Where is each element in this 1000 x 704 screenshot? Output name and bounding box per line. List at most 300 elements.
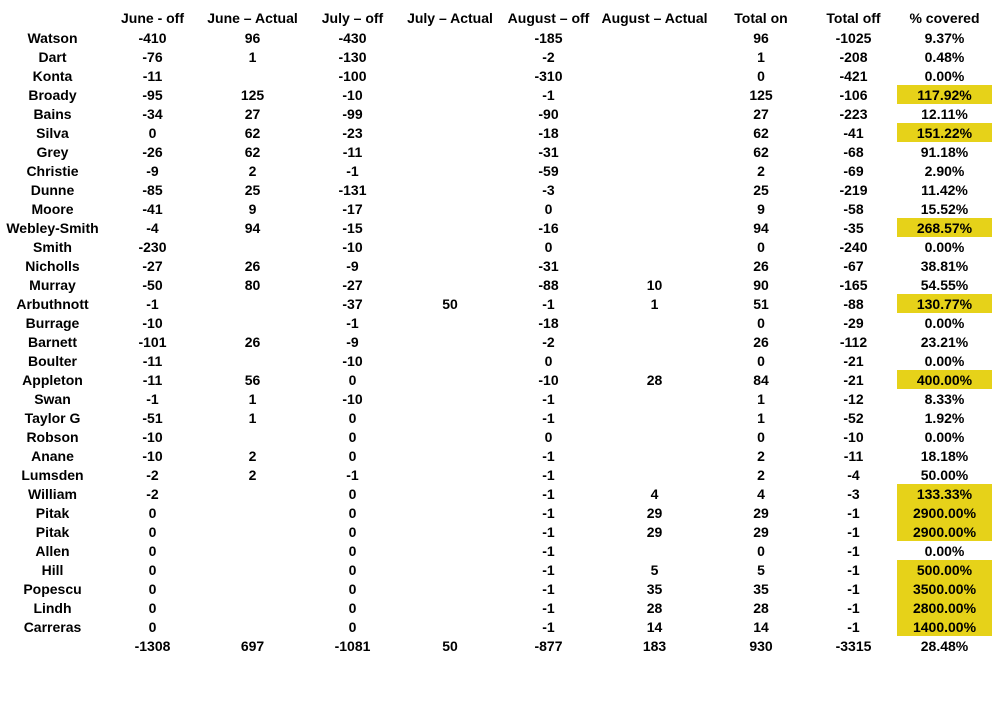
row-name-cell[interactable]: Moore [31, 200, 74, 217]
cell-june-actual[interactable]: 125 [240, 86, 265, 103]
cell-june-actual[interactable] [200, 484, 305, 503]
cell-covered[interactable]: 151.22% [897, 123, 992, 142]
cell-covered[interactable]: 8.33% [924, 390, 965, 407]
cell-june-actual[interactable] [200, 427, 305, 446]
cell-total-on[interactable]: 84 [753, 371, 769, 388]
cell-august-off[interactable]: -2 [542, 333, 555, 350]
cell-august-off[interactable]: -2 [542, 48, 555, 65]
cell-total-off[interactable]: -41 [843, 124, 864, 141]
row-name-cell[interactable]: Webley-Smith [6, 219, 99, 236]
cell-total-on[interactable]: 14 [753, 618, 769, 635]
cell-june-off[interactable]: 0 [148, 542, 157, 559]
cell-covered[interactable]: 12.11% [921, 105, 968, 122]
column-header-total-on[interactable]: Total on [734, 9, 788, 26]
cell-july-off[interactable]: -23 [342, 124, 363, 141]
column-header-covered[interactable]: % covered [909, 9, 980, 26]
cell-covered[interactable]: 2800.00% [897, 598, 992, 617]
cell-august-off[interactable]: 0 [544, 200, 553, 217]
cell-june-actual[interactable]: 27 [244, 105, 261, 122]
row-name-cell[interactable]: Anane [31, 447, 74, 464]
cell-june-off[interactable]: -41 [142, 200, 163, 217]
cell-august-actual[interactable]: 14 [646, 618, 663, 635]
cell-august-off[interactable]: -10 [538, 371, 559, 388]
cell-total-off[interactable]: -35 [843, 219, 864, 236]
cell-total-off[interactable]: -21 [843, 352, 864, 369]
column-header-total-off[interactable]: Total off [826, 9, 881, 26]
cell-july-off[interactable]: 0 [348, 371, 357, 388]
cell-june-actual[interactable] [200, 598, 305, 617]
cell-august-actual[interactable] [597, 313, 712, 332]
row-name-cell[interactable]: Lumsden [21, 466, 84, 483]
cell-covered[interactable]: 2900.00% [897, 503, 992, 522]
cell-total-on[interactable]: 2 [757, 466, 765, 483]
cell-covered[interactable]: 1400.00% [897, 617, 992, 636]
cell-august-off[interactable]: -3 [542, 181, 555, 198]
cell-july-off[interactable]: -131 [338, 181, 367, 198]
cell-total-on[interactable]: 1 [757, 48, 765, 65]
cell-total-on[interactable]: 90 [753, 276, 769, 293]
cell-june-off[interactable]: -27 [142, 257, 163, 274]
cell-june-off[interactable]: -1308 [134, 637, 171, 654]
cell-covered[interactable]: 0.00% [924, 352, 965, 369]
cell-july-actual[interactable] [400, 522, 500, 541]
cell-june-off[interactable]: -1 [146, 390, 159, 407]
cell-july-off[interactable]: -1081 [334, 637, 371, 654]
column-header-july-actual[interactable]: July – Actual [407, 9, 493, 26]
row-name-cell[interactable]: Popescu [23, 580, 82, 597]
cell-total-off[interactable]: -52 [843, 409, 864, 426]
cell-covered[interactable]: 3500.00% [897, 579, 992, 598]
cell-covered[interactable]: 0.00% [924, 314, 965, 331]
column-header-june-off[interactable]: June - off [121, 9, 184, 26]
cell-august-off[interactable]: -31 [538, 143, 559, 160]
cell-july-off[interactable]: -1 [346, 466, 359, 483]
cell-june-actual[interactable]: 62 [244, 143, 261, 160]
cell-july-actual[interactable] [400, 218, 500, 237]
cell-total-off[interactable]: -1 [847, 523, 860, 540]
cell-august-actual[interactable] [597, 66, 712, 85]
cell-july-actual[interactable] [400, 313, 500, 332]
cell-august-actual[interactable] [597, 104, 712, 123]
cell-august-actual[interactable]: 4 [650, 485, 659, 502]
cell-total-off[interactable]: -67 [843, 257, 864, 274]
cell-july-off[interactable]: -17 [342, 200, 363, 217]
cell-june-off[interactable]: -76 [142, 48, 163, 65]
cell-august-off[interactable]: -1 [542, 390, 555, 407]
cell-july-actual[interactable] [400, 275, 500, 294]
cell-august-off[interactable]: -1 [542, 561, 555, 578]
cell-june-off[interactable]: 0 [148, 618, 157, 635]
cell-july-off[interactable]: -430 [338, 29, 367, 46]
cell-july-actual[interactable] [400, 370, 500, 389]
cell-june-off[interactable]: -34 [142, 105, 163, 122]
cell-august-off[interactable]: 0 [544, 352, 553, 369]
cell-august-actual[interactable]: 28 [646, 599, 663, 616]
row-name-cell[interactable]: Hill [41, 561, 64, 578]
cell-june-actual[interactable] [200, 294, 305, 313]
cell-july-actual[interactable] [400, 161, 500, 180]
cell-covered[interactable]: 400.00% [897, 370, 992, 389]
cell-june-actual[interactable] [200, 541, 305, 560]
cell-june-actual[interactable]: 9 [248, 200, 257, 217]
cell-august-actual[interactable] [597, 161, 712, 180]
cell-total-off[interactable]: -58 [843, 200, 864, 217]
cell-july-actual[interactable] [400, 199, 500, 218]
cell-covered[interactable]: 268.57% [897, 218, 992, 237]
cell-total-on[interactable]: 0 [757, 428, 765, 445]
cell-june-actual[interactable] [200, 351, 305, 370]
cell-covered[interactable]: 23.21% [920, 333, 969, 350]
cell-total-on[interactable]: 0 [757, 238, 765, 255]
cell-august-off[interactable]: -1 [542, 466, 555, 483]
cell-august-actual[interactable] [597, 47, 712, 66]
cell-june-off[interactable]: 0 [148, 523, 157, 540]
cell-july-off[interactable]: -99 [342, 105, 363, 122]
cell-july-off[interactable]: -10 [342, 238, 363, 255]
cell-july-off[interactable]: -130 [338, 48, 367, 65]
cell-june-off[interactable]: -2 [146, 466, 159, 483]
cell-august-off[interactable]: 0 [544, 428, 553, 445]
cell-july-actual[interactable] [400, 104, 500, 123]
row-name-cell[interactable]: Burrage [25, 314, 80, 331]
cell-august-off[interactable]: -18 [538, 314, 559, 331]
cell-august-actual[interactable]: 29 [646, 523, 663, 540]
cell-june-off[interactable]: -85 [142, 181, 163, 198]
cell-july-actual[interactable] [400, 598, 500, 617]
cell-total-off[interactable]: -1 [847, 618, 860, 635]
cell-july-actual[interactable] [400, 47, 500, 66]
cell-total-on[interactable]: 62 [753, 143, 769, 160]
cell-august-off[interactable]: -88 [538, 276, 559, 293]
cell-august-actual[interactable]: 183 [642, 637, 667, 654]
cell-august-actual[interactable] [597, 332, 712, 351]
cell-june-actual[interactable] [200, 560, 305, 579]
row-name-cell[interactable]: Taylor G [24, 409, 81, 426]
cell-june-off[interactable]: -1 [146, 295, 159, 312]
cell-july-actual[interactable] [400, 180, 500, 199]
cell-june-actual[interactable]: 26 [244, 333, 261, 350]
cell-july-off[interactable]: -1 [346, 162, 359, 179]
cell-total-on[interactable]: 930 [749, 637, 773, 654]
cell-july-off[interactable]: 0 [348, 428, 357, 445]
cell-august-actual[interactable] [597, 199, 712, 218]
cell-june-off[interactable]: 0 [148, 561, 157, 578]
cell-july-actual[interactable]: 50 [442, 637, 458, 654]
cell-july-off[interactable]: -100 [338, 67, 367, 84]
cell-covered[interactable]: 130.77% [897, 294, 992, 313]
cell-august-off[interactable]: -18 [538, 124, 559, 141]
cell-june-actual[interactable]: 2 [248, 447, 257, 464]
cell-july-off[interactable]: -15 [342, 219, 363, 236]
cell-june-off[interactable]: -410 [138, 29, 167, 46]
cell-july-actual[interactable] [400, 408, 500, 427]
cell-august-actual[interactable]: 10 [646, 276, 663, 293]
cell-june-off[interactable]: -10 [142, 428, 163, 445]
cell-total-on[interactable]: 94 [753, 219, 769, 236]
cell-june-off[interactable]: -95 [142, 86, 163, 103]
cell-june-actual[interactable] [200, 237, 305, 256]
cell-august-actual[interactable] [597, 465, 712, 484]
cell-total-off[interactable]: -88 [843, 295, 864, 312]
cell-total-on[interactable]: 0 [757, 314, 765, 331]
cell-total-off[interactable]: -21 [843, 371, 864, 388]
row-name-cell[interactable]: Pitak [35, 504, 70, 521]
cell-august-off[interactable]: -1 [542, 580, 555, 597]
cell-covered[interactable]: 91.18% [920, 143, 969, 160]
row-name-cell[interactable]: Robson [26, 428, 79, 445]
cell-august-off[interactable]: -877 [534, 637, 563, 654]
cell-total-on[interactable]: 1 [757, 409, 765, 426]
cell-july-off[interactable]: -10 [342, 352, 363, 369]
cell-july-off[interactable]: 0 [348, 618, 357, 635]
cell-covered[interactable]: 38.81% [920, 257, 969, 274]
cell-july-actual[interactable] [400, 142, 500, 161]
cell-july-off[interactable]: -9 [346, 257, 359, 274]
cell-total-off[interactable]: -165 [839, 276, 868, 293]
row-name-cell[interactable]: Silva [36, 124, 69, 141]
cell-june-off[interactable]: -230 [138, 238, 167, 255]
cell-total-off[interactable]: -240 [839, 238, 868, 255]
cell-august-off[interactable]: -1 [542, 523, 555, 540]
cell-total-on[interactable]: 27 [753, 105, 769, 122]
cell-july-actual[interactable] [400, 237, 500, 256]
cell-august-actual[interactable] [597, 123, 712, 142]
cell-july-actual[interactable] [400, 560, 500, 579]
cell-total-off[interactable]: -112 [839, 333, 868, 350]
cell-total-on[interactable]: 0 [757, 542, 765, 559]
cell-june-actual[interactable]: 94 [244, 219, 261, 236]
cell-july-actual[interactable] [400, 446, 500, 465]
cell-covered[interactable]: 11.42% [921, 181, 968, 198]
cell-june-actual[interactable] [200, 579, 305, 598]
cell-july-off[interactable]: 0 [348, 447, 357, 464]
cell-june-actual[interactable]: 1 [248, 48, 257, 65]
cell-june-actual[interactable] [200, 617, 305, 636]
cell-covered[interactable]: 1.92% [924, 409, 965, 426]
cell-total-on[interactable]: 2 [757, 162, 765, 179]
cell-august-actual[interactable]: 1 [650, 295, 659, 312]
cell-august-off[interactable]: -1 [542, 542, 555, 559]
cell-june-actual[interactable] [200, 66, 305, 85]
cell-covered[interactable]: 0.00% [924, 542, 965, 559]
cell-total-off[interactable]: -11 [843, 447, 864, 464]
cell-total-on[interactable]: 9 [757, 200, 765, 217]
cell-total-on[interactable]: 0 [757, 352, 765, 369]
cell-june-off[interactable]: -2 [146, 485, 159, 502]
cell-june-off[interactable]: -50 [142, 276, 163, 293]
cell-august-off[interactable]: -1 [542, 504, 555, 521]
cell-june-actual[interactable]: 26 [244, 257, 261, 274]
cell-total-off[interactable]: -1 [847, 542, 860, 559]
row-name-cell[interactable]: Appleton [22, 371, 83, 388]
cell-july-actual[interactable]: 50 [442, 295, 458, 312]
cell-total-on[interactable]: 125 [749, 86, 773, 103]
cell-total-on[interactable]: 96 [753, 29, 769, 46]
row-name-cell[interactable]: Pitak [35, 523, 70, 540]
cell-total-off[interactable]: -3 [847, 485, 860, 502]
cell-july-off[interactable]: 0 [348, 504, 357, 521]
cell-total-on[interactable]: 0 [757, 67, 765, 84]
row-name-cell[interactable]: Nicholls [25, 257, 80, 274]
cell-august-actual[interactable]: 28 [646, 371, 663, 388]
cell-total-off[interactable]: -1 [847, 504, 860, 521]
row-name-cell[interactable]: Arbuthnott [16, 295, 89, 312]
row-name-cell[interactable]: Carreras [23, 618, 82, 635]
cell-july-off[interactable]: -11 [342, 143, 363, 160]
cell-august-off[interactable]: -59 [538, 162, 559, 179]
cell-total-on[interactable]: 28 [753, 599, 769, 616]
cell-covered[interactable]: 9.37% [924, 29, 965, 46]
cell-covered[interactable]: 2.90% [924, 162, 965, 179]
cell-total-on[interactable]: 51 [753, 295, 769, 312]
row-name-cell[interactable]: Grey [36, 143, 69, 160]
cell-total-off[interactable]: -208 [839, 48, 868, 65]
cell-total-on[interactable]: 29 [753, 523, 769, 540]
cell-total-on[interactable]: 5 [757, 561, 765, 578]
cell-august-actual[interactable] [597, 389, 712, 408]
cell-total-off[interactable]: -69 [843, 162, 864, 179]
totals-row-name-cell[interactable] [0, 636, 105, 655]
row-name-cell[interactable]: Christie [26, 162, 79, 179]
cell-august-off[interactable]: -310 [534, 67, 563, 84]
cell-july-actual[interactable] [400, 484, 500, 503]
cell-june-actual[interactable] [200, 503, 305, 522]
cell-august-actual[interactable] [597, 142, 712, 161]
cell-june-off[interactable]: -4 [146, 219, 159, 236]
row-name-cell[interactable]: Dart [38, 48, 67, 65]
cell-july-off[interactable]: -1 [346, 314, 359, 331]
cell-july-off[interactable]: 0 [348, 599, 357, 616]
cell-covered[interactable]: 117.92% [897, 85, 992, 104]
cell-july-actual[interactable] [400, 541, 500, 560]
column-header-name[interactable] [0, 7, 105, 28]
cell-august-actual[interactable] [597, 28, 712, 47]
cell-total-on[interactable]: 62 [753, 124, 769, 141]
cell-june-off[interactable]: 0 [148, 504, 157, 521]
row-name-cell[interactable]: Broady [28, 86, 77, 103]
cell-july-actual[interactable] [400, 332, 500, 351]
cell-july-actual[interactable] [400, 389, 500, 408]
cell-june-off[interactable]: 0 [148, 580, 157, 597]
cell-july-off[interactable]: 0 [348, 542, 357, 559]
cell-june-off[interactable]: 0 [148, 599, 157, 616]
cell-july-actual[interactable] [400, 28, 500, 47]
cell-august-off[interactable]: -1 [542, 409, 555, 426]
cell-august-off[interactable]: -1 [542, 447, 555, 464]
cell-august-actual[interactable] [597, 218, 712, 237]
cell-july-actual[interactable] [400, 465, 500, 484]
cell-july-actual[interactable] [400, 579, 500, 598]
row-name-cell[interactable]: Boulter [28, 352, 77, 369]
cell-august-off[interactable]: -1 [542, 86, 555, 103]
row-name-cell[interactable]: Watson [27, 29, 78, 46]
cell-august-actual[interactable] [597, 237, 712, 256]
row-name-cell[interactable]: Bains [33, 105, 72, 122]
cell-august-actual[interactable] [597, 408, 712, 427]
cell-total-off[interactable]: -421 [839, 67, 868, 84]
cell-total-off[interactable]: -3315 [835, 637, 872, 654]
cell-covered[interactable]: 0.48% [924, 48, 965, 65]
cell-covered[interactable]: 18.18% [920, 447, 969, 464]
cell-august-off[interactable]: -16 [538, 219, 559, 236]
cell-july-actual[interactable] [400, 351, 500, 370]
cell-june-off[interactable]: -9 [146, 162, 159, 179]
cell-july-off[interactable]: -9 [346, 333, 359, 350]
cell-total-off[interactable]: -106 [839, 86, 868, 103]
cell-august-actual[interactable]: 5 [650, 561, 659, 578]
cell-august-actual[interactable]: 29 [646, 504, 663, 521]
cell-july-off[interactable]: 0 [348, 409, 357, 426]
cell-july-off[interactable]: 0 [348, 580, 357, 597]
row-name-cell[interactable]: Lindh [33, 599, 72, 616]
cell-july-actual[interactable] [400, 256, 500, 275]
cell-total-off[interactable]: -1 [847, 561, 860, 578]
cell-total-on[interactable]: 26 [753, 257, 769, 274]
cell-total-on[interactable]: 26 [753, 333, 769, 350]
cell-total-on[interactable]: 29 [753, 504, 769, 521]
column-header-august-off[interactable]: August – off [507, 9, 590, 26]
cell-july-off[interactable]: 0 [348, 485, 357, 502]
cell-june-actual[interactable]: 697 [240, 637, 265, 654]
cell-august-off[interactable]: -90 [538, 105, 559, 122]
cell-covered[interactable]: 133.33% [897, 484, 992, 503]
cell-july-off[interactable]: -10 [342, 86, 363, 103]
row-name-cell[interactable]: William [28, 485, 77, 502]
cell-june-off[interactable]: -51 [142, 409, 163, 426]
cell-july-off[interactable]: 0 [348, 561, 357, 578]
cell-covered[interactable]: 500.00% [897, 560, 992, 579]
cell-august-actual[interactable] [597, 541, 712, 560]
cell-june-actual[interactable] [200, 313, 305, 332]
cell-june-off[interactable]: -11 [142, 352, 163, 369]
cell-june-actual[interactable]: 56 [244, 371, 261, 388]
cell-june-off[interactable]: -101 [138, 333, 167, 350]
cell-july-actual[interactable] [400, 85, 500, 104]
cell-june-actual[interactable]: 1 [248, 390, 257, 407]
cell-total-off[interactable]: -12 [843, 390, 864, 407]
column-header-august-actual[interactable]: August – Actual [601, 9, 708, 26]
cell-covered[interactable]: 0.00% [924, 238, 965, 255]
cell-july-actual[interactable] [400, 123, 500, 142]
cell-august-actual[interactable] [597, 446, 712, 465]
cell-august-off[interactable]: -1 [542, 295, 555, 312]
cell-total-on[interactable]: 35 [753, 580, 769, 597]
cell-june-actual[interactable]: 25 [244, 181, 261, 198]
cell-covered[interactable]: 54.55% [920, 276, 969, 293]
cell-total-off[interactable]: -223 [839, 105, 868, 122]
cell-total-off[interactable]: -29 [843, 314, 864, 331]
cell-june-actual[interactable]: 2 [248, 162, 257, 179]
row-name-cell[interactable]: Konta [32, 67, 73, 84]
cell-covered[interactable]: 28.48% [920, 637, 969, 654]
cell-august-off[interactable]: -185 [534, 29, 563, 46]
cell-july-actual[interactable] [400, 66, 500, 85]
row-name-cell[interactable]: Smith [33, 238, 72, 255]
cell-august-off[interactable]: -1 [542, 485, 555, 502]
column-header-june-actual[interactable]: June – Actual [207, 9, 298, 26]
cell-august-actual[interactable] [597, 351, 712, 370]
cell-june-off[interactable]: -10 [142, 314, 163, 331]
cell-covered[interactable]: 0.00% [924, 428, 965, 445]
cell-july-off[interactable]: 0 [348, 523, 357, 540]
cell-covered[interactable]: 15.52% [920, 200, 969, 217]
column-header-july-off[interactable]: July – off [321, 9, 384, 26]
cell-june-off[interactable]: -11 [142, 371, 163, 388]
cell-total-on[interactable]: 2 [757, 447, 765, 464]
cell-june-actual[interactable]: 96 [244, 29, 261, 46]
cell-total-off[interactable]: -10 [843, 428, 864, 445]
row-name-cell[interactable]: Barnett [27, 333, 77, 350]
